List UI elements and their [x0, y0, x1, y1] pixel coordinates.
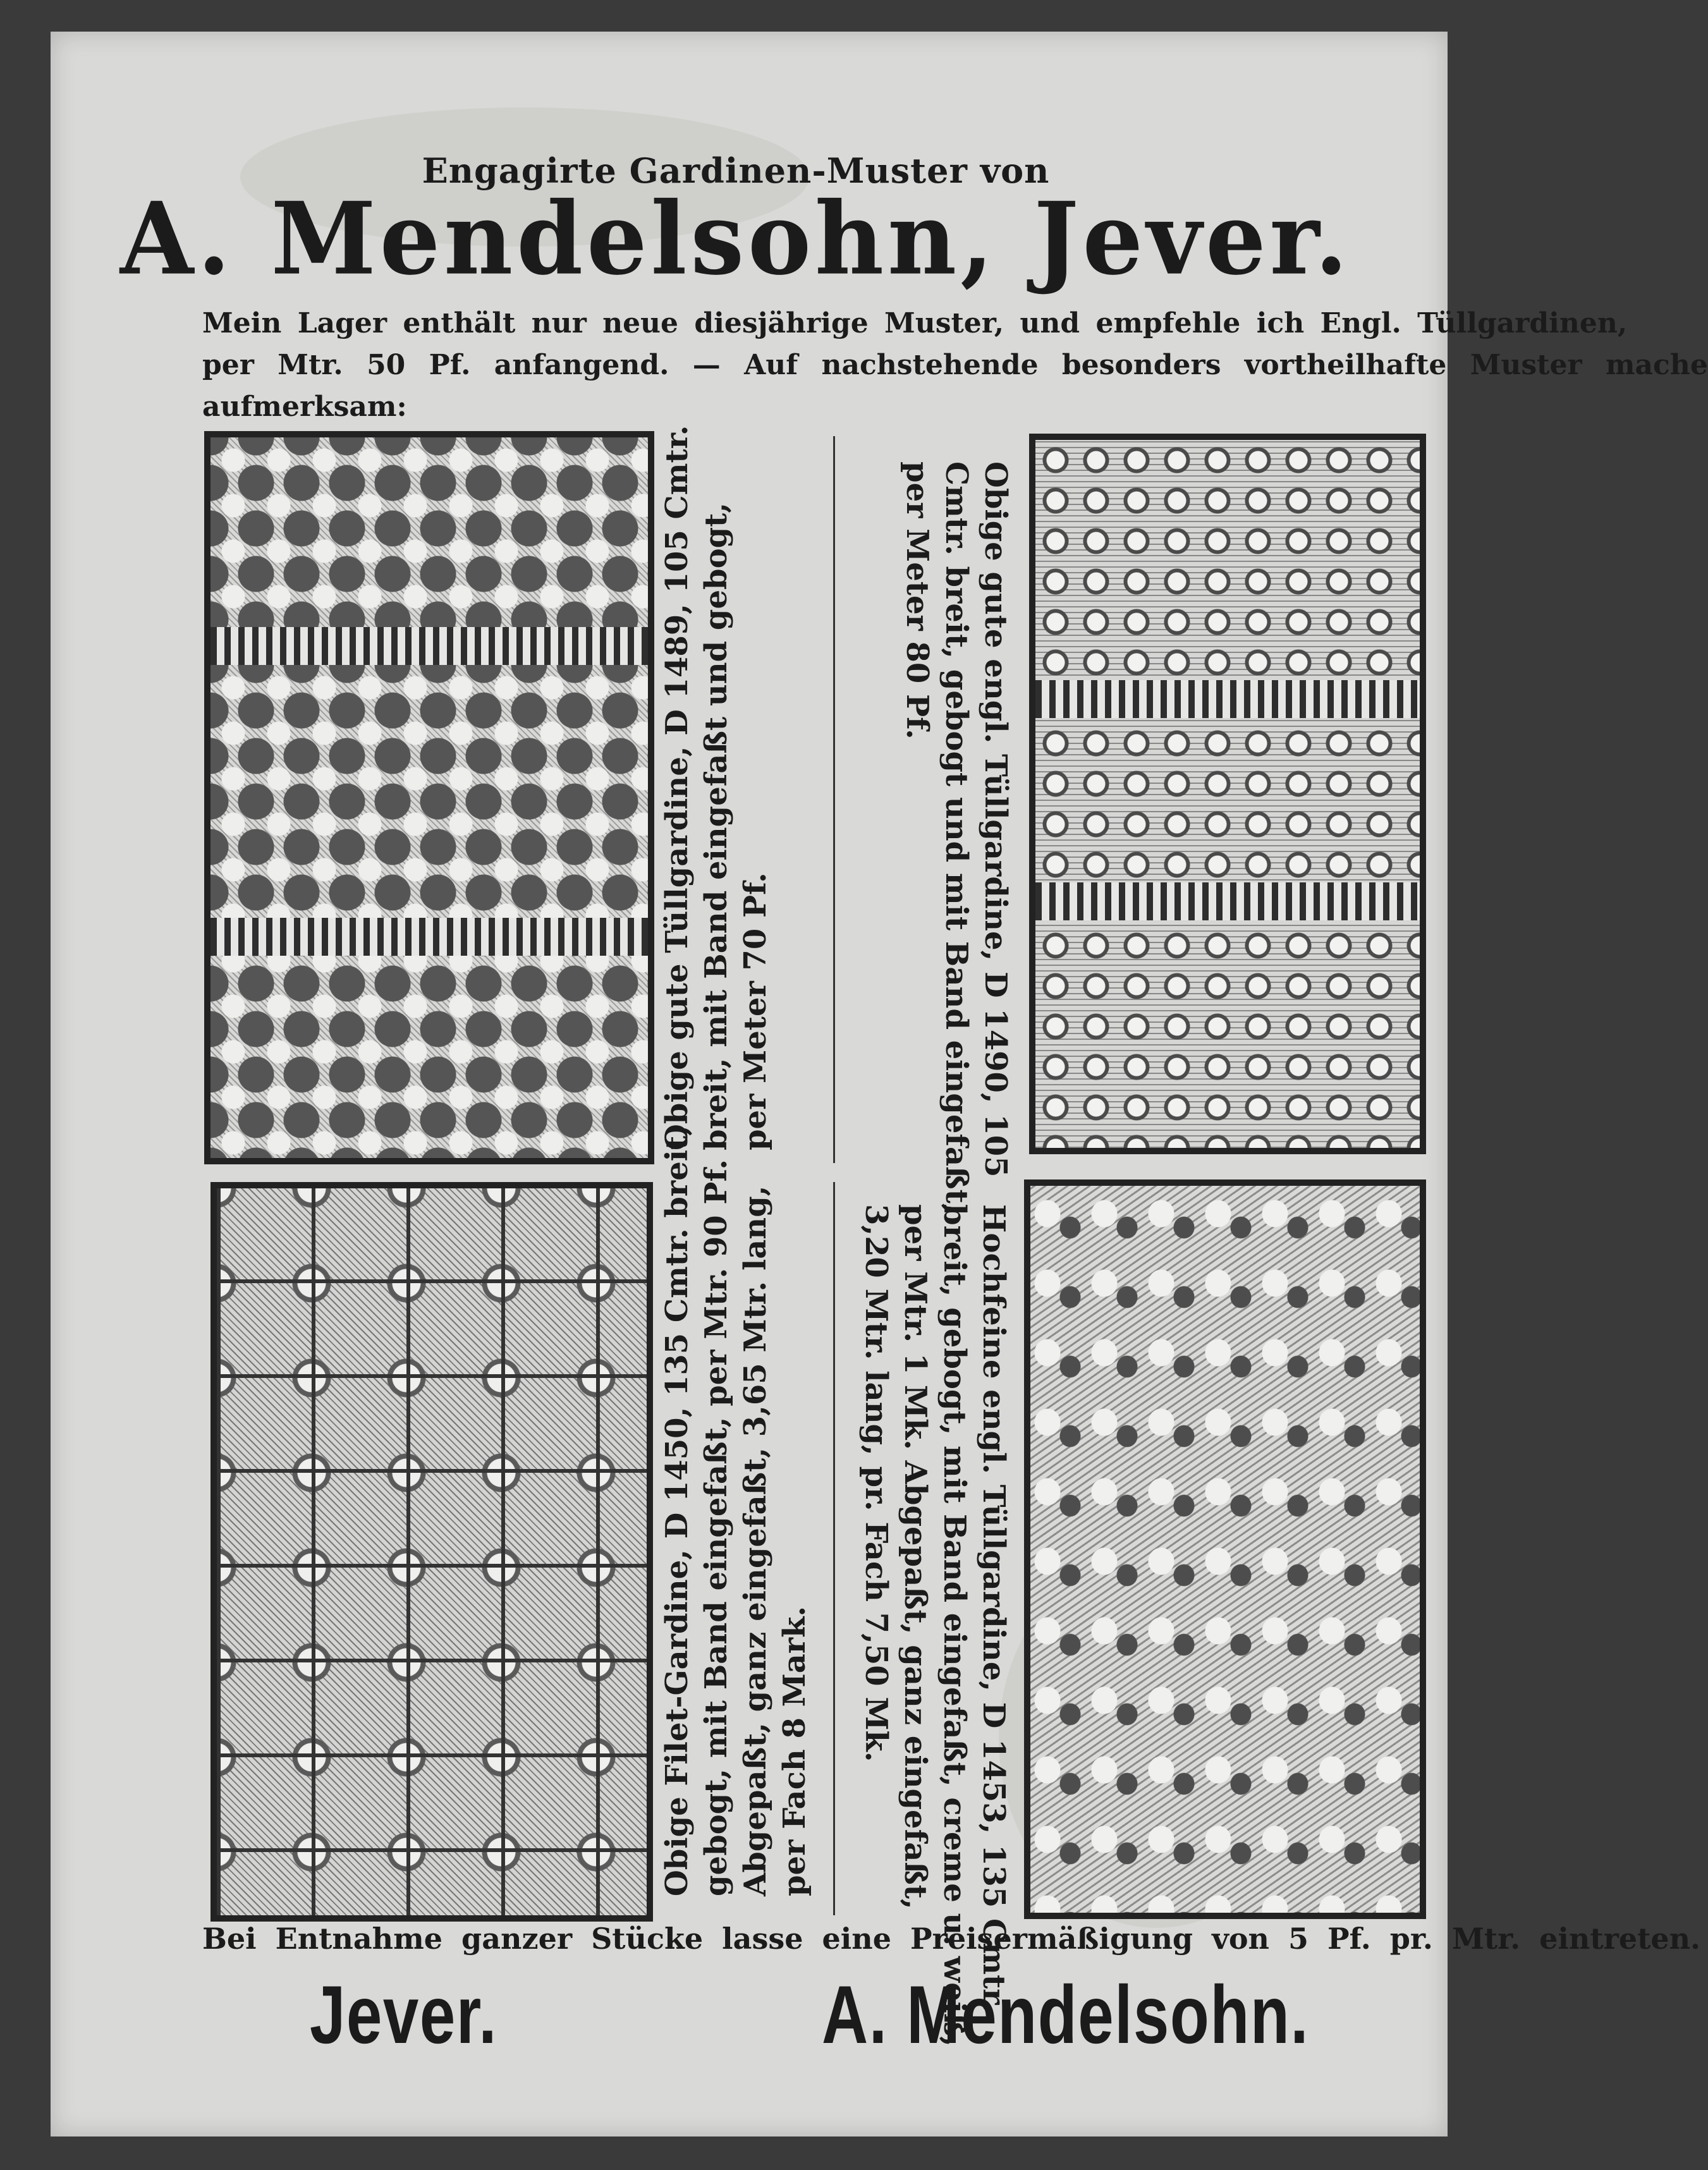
curtain-illustration-d1453 [1024, 1179, 1426, 1919]
description-line: breit, mit Band eingefaßt und gebogt, [698, 502, 734, 1150]
lace-border-band [210, 918, 648, 956]
curtain-illustration-d1490 [1029, 434, 1426, 1154]
description-line: per Meter 80 Pf. [900, 461, 935, 740]
intro-line-2: per Mtr. 50 Pf. anfangend. — Auf nachstehende besonders vortheilhafte Muster mache [202, 349, 1708, 381]
description-line: Obige gute Tüllgardine, D 1489, 105 Cmtr. [659, 425, 695, 1150]
item-description-d1453 [857, 1204, 1013, 2047]
curtain-illustration-d1450 [210, 1182, 653, 1922]
advert-kicker: Engagirte Gardinen-Muster von [422, 150, 1050, 191]
curtain-illustration-d1489 [204, 431, 654, 1164]
description-line: Abgepaßt, ganz eingefaßt, 3,65 Mtr. lang, [738, 1185, 773, 1896]
discount-notice: Bei Entnahme ganzer Stücke lasse eine Preisermäßigung von 5 Pf. pr. Mtr. eintreten. [202, 1922, 1701, 1956]
description-line: Obige gute engl. Tüllgardine, D 1490, 105 [978, 461, 1013, 1178]
item-description-d1490 [898, 461, 1015, 1214]
description-line: Hochfeine engl. Tüllgardine, D 1453, 135 Cmtr. [976, 1204, 1011, 2013]
item-description-d1450 [657, 1125, 814, 1896]
description-line: breit, gebogt, mit Band eingefaßt, creme u. weiß, [937, 1204, 972, 2047]
lace-border-band [210, 627, 648, 665]
description-line: Obige Filet-Gardine, D 1450, 135 Cmtr. breit, [659, 1125, 695, 1896]
advert-headline: A. Mendelsohn, Jever. [119, 180, 1352, 298]
description-line: per Mtr. 1 Mk. Abgepaßt, ganz eingefaßt, [898, 1204, 933, 1910]
signature-place: Jever. [310, 1968, 497, 2061]
greek-key-band [1035, 680, 1420, 718]
intro-line-3: aufmerksam: [202, 391, 407, 423]
intro-line-1: Mein Lager enthält nur neue diesjährige Muster, und empfehle ich Engl. Tüllgardinen, [202, 307, 1628, 339]
greek-key-band [1035, 882, 1420, 920]
column-divider [833, 436, 835, 1163]
description-line: gebogt, mit Band eingefaßt, per Mtr. 90 Pf. [698, 1159, 734, 1896]
description-line: per Meter 70 Pf. [738, 872, 773, 1150]
item-description-d1489 [657, 425, 775, 1150]
signature-name: A. Mendelsohn. [822, 1968, 1310, 2061]
description-line: 3,20 Mtr. lang, pr. Fach 7,50 Mk. [858, 1204, 894, 1762]
description-line: per Fach 8 Mark. [777, 1606, 812, 1896]
column-divider [833, 1182, 835, 1915]
description-line: Cmtr. breit, gebogt und mit Band eingefaßt, [939, 461, 974, 1214]
